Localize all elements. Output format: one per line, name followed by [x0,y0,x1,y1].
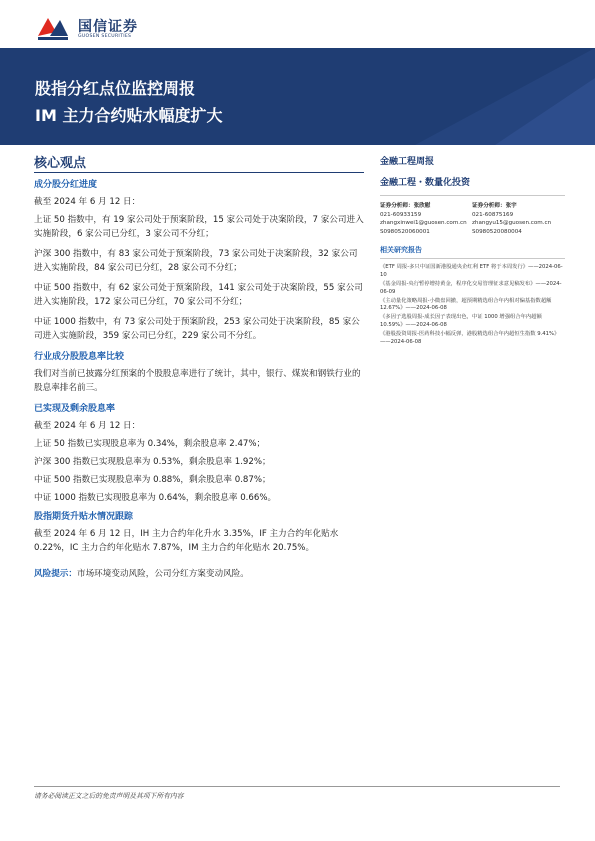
paragraph: 我们对当前已披露分红预案的个股股息率进行了统计，其中，银行、煤炭和钢铁行业的股息率排名前三。 [34,369,361,393]
analyst-block [380,202,565,236]
paragraph: 截至 2024 年 6 月 12 日，IH 主力合约年化升水 3.35%，IF 主力合约年化贴水 0.22%，IC 主力合约年化贴水 7.87%，IM 主力合约年化贴水 20.75%。 [34,529,339,553]
paragraph: 中证 1000 指数已实现股息率为 0.64%，剩余股息率 0.66%。 [34,493,277,503]
analyst-card [380,202,472,236]
analyst-email[interactable]: zhangyu15@guosen.com.cn [472,220,552,227]
related-reports-list [380,264,565,346]
main-column [34,152,364,579]
footer-disclaimer: 请务必阅读正文之后的免责声明及其项下所有内容 [34,792,184,800]
core-view-heading: 核心观点 [34,156,87,171]
paragraph: 沪深 300 指数中，有 83 家公司处于预案阶段，73 家公司处于决案阶段，32 家公司进入实施阶段，84 家公司已分红，28 家公司不分红； [34,249,358,273]
section-heading-industry-yield: 行业成分股股息率比较 [34,352,125,362]
analyst-name: 证券分析师：张欣慰 [380,203,431,209]
logo-text-cn: 国信证券 [78,19,138,35]
sidebar-divider [380,195,565,196]
report-category: 金融工程・数量化投资 [380,178,471,188]
analyst-email[interactable]: zhangxinwei1@guosen.com.cn [380,220,467,227]
paragraph: 上证 50 指数已实现股息率为 0.34%，剩余股息率 2.47%； [34,439,266,449]
logo-text-en: GUOSEN SECURITIES [78,34,132,39]
analyst-name: 证券分析师：张宇 [472,203,517,209]
company-logo [36,14,146,44]
analyst-card [472,202,564,236]
related-reports-heading: 相关研究报告 [380,245,565,259]
paragraph: 截至 2024 年 6 月 12 日： [34,197,141,207]
risk-text: 市场环境变动风险，公司分红方案变动风险。 [76,569,249,579]
related-report-item[interactable]: 《ETF 周报-多只中证国新港股通央企红利 ETF 将于本周发行》——2024-06-10 [380,264,563,279]
report-subtitle: IM 主力合约贴水幅度扩大 [35,106,223,125]
footer-divider [34,786,560,787]
section-heading-realized-yield: 已实现及剩余股息率 [34,404,116,414]
sidebar [380,152,565,347]
guosen-logo-icon [36,14,70,42]
analyst-phone: 021-60933159 [380,211,422,218]
related-report-item[interactable]: 《港股投资周报-医药科技小幅反弹，港股精选组合年内超恒生指数 9.41%》——2024-06-08 [380,330,560,345]
analyst-license: S0980520080004 [472,228,522,235]
paragraph: 中证 1000 指数中，有 73 家公司处于预案阶段，253 家公司处于决案阶段，85 家公司进入实施阶段，359 家公司已分红，229 家公司不分红。 [34,317,360,341]
paragraph: 中证 500 指数中，有 62 家公司处于预案阶段，141 家公司处于决案阶段，55 家公司进入实施阶段，172 家公司已分红，70 家公司不分红； [34,283,363,307]
paragraph: 沪深 300 指数已实现股息率为 0.53%，剩余股息率 1.92%； [34,457,271,467]
related-report-item[interactable]: 《主动量化策略周报-小微盘回撤，超预期精选组合年内相对偏基指数超额 12.67%》——2024-06-08 [380,297,552,312]
section-heading-dividend-progress: 成分股分红进度 [34,180,98,190]
paragraph: 上证 50 指数中，有 19 家公司处于预案阶段，15 家公司处于决案阶段，7 家公司进入实施阶段，6 家公司已分红，3 家公司不分红； [34,215,364,239]
section-heading-futures-basis: 股指期货升贴水情况跟踪 [34,512,134,522]
paragraph: 中证 500 指数已实现股息率为 0.88%，剩余股息率 0.87%； [34,475,271,485]
core-divider [34,172,364,173]
related-report-item[interactable]: 《基金周报-央行暂停增持黄金，程序化交易管理征求意见稿发布》——2024-06-09 [380,280,562,295]
analyst-phone: 021-60875169 [472,211,514,218]
risk-label: 风险提示： [34,569,77,579]
related-report-item[interactable]: 《多因子选股周报-成长因子表现出色，中证 1000 增强组合年内超额 10.59%》——2024-06-08 [380,314,542,328]
analyst-license: S0980520060001 [380,228,430,235]
report-title: 股指分红点位监控周报 [35,79,196,98]
paragraph: 截至 2024 年 6 月 12 日： [34,421,141,431]
risk-warning [34,567,364,579]
banner-decoration-icon [295,48,595,145]
report-type: 金融工程周报 [380,157,435,167]
